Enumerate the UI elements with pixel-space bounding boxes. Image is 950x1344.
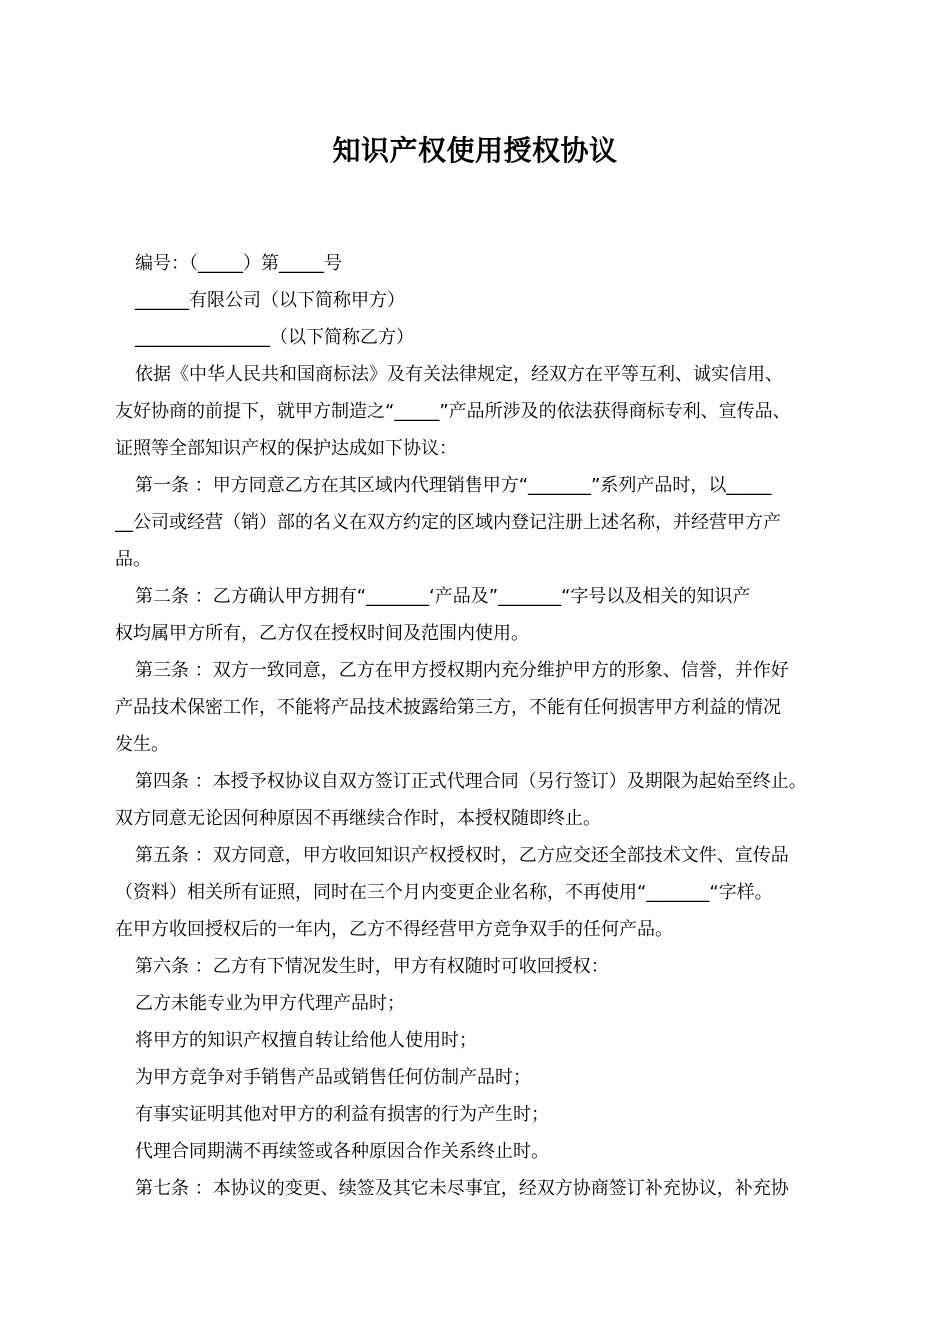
doc-line: （资料）相关所有证照，同时在三个月内变更企业名称，不再使用“_______“字样。: [115, 882, 773, 903]
doc-line: 发生。: [115, 734, 169, 755]
doc-line-condition: 将甲方的知识产权擅自转让给他人使用时；: [135, 1030, 477, 1051]
doc-line: 权均属甲方所有，乙方仅在授权时间及范围内使用。: [115, 623, 529, 644]
doc-line: 在甲方收回授权后的一年内，乙方不得经营甲方竞争双手的任何产品。: [115, 919, 673, 940]
document-title: 知识产权使用授权协议: [332, 134, 618, 167]
doc-line: 友好协商的前提下，就甲方制造之“_____”产品所涉及的依法获得商标专利、宣传品、: [115, 401, 791, 422]
doc-line-article-2: 第二条 ：乙方确认甲方拥有“_______‘产品及”_______“字号以及相关的知识产: [135, 586, 751, 607]
doc-line: 证照等全部知识产权的保护达成如下协议：: [115, 438, 457, 459]
doc-line-party-a: ______有限公司（以下简称甲方）: [135, 290, 405, 311]
doc-line-article-5: 第五条 ：双方同意，甲方收回知识产权授权时，乙方应交还全部技术文件、宣传品: [135, 845, 789, 866]
doc-line-article-3: 第三条 ：双方一致同意，乙方在甲方授权期内充分维护甲方的形象、信誉，并作好: [135, 660, 789, 681]
doc-line-article-4: 第四条 ：本授予权协议自双方签订正式代理合同（另行签订）及期限为起始至终止。: [135, 771, 807, 792]
doc-line-condition: 乙方未能专业为甲方代理产品时；: [135, 993, 405, 1014]
doc-line-article-1: 第一条 ：甲方同意乙方在其区域内代理销售甲方“_______”系列产品时，以_____: [135, 475, 772, 496]
doc-line-party-b: _______________（以下简称乙方）: [135, 327, 414, 348]
doc-line: 品。: [115, 549, 151, 570]
doc-line-condition: 为甲方竞争对手销售产品或销售任何仿制产品时；: [135, 1067, 531, 1088]
doc-line: __公司或经营（销）部的名义在双方约定的区域内登记注册上述名称，并经营甲方产: [115, 512, 781, 533]
doc-line-article-6: 第六条 ：乙方有下情况发生时，甲方有权随时可收回授权：: [135, 956, 609, 977]
document-body: [115, 245, 840, 1207]
doc-line: 双方同意无论因何种原因不再继续合作时，本授权随即终止。: [115, 808, 601, 829]
doc-line-condition: 代理合同期满不再续签或各种原因合作关系终止时。: [135, 1141, 549, 1162]
doc-line: 产品技术保密工作，不能将产品技术披露给第三方，不能有任何损害甲方利益的情况: [115, 697, 781, 718]
doc-line-article-7: 第七条 ：本协议的变更、续签及其它未尽事宜，经双方协商签订补充协议，补充协: [135, 1178, 789, 1199]
doc-line-number: 编号：（_____）第_____号: [135, 253, 342, 274]
doc-line-condition: 有事实证明其他对甲方的利益有损害的行为产生时；: [135, 1104, 549, 1125]
doc-line: 依据《中华人民共和国商标法》及有关法律规定，经双方在平等互利、诚实信用、: [135, 364, 783, 385]
